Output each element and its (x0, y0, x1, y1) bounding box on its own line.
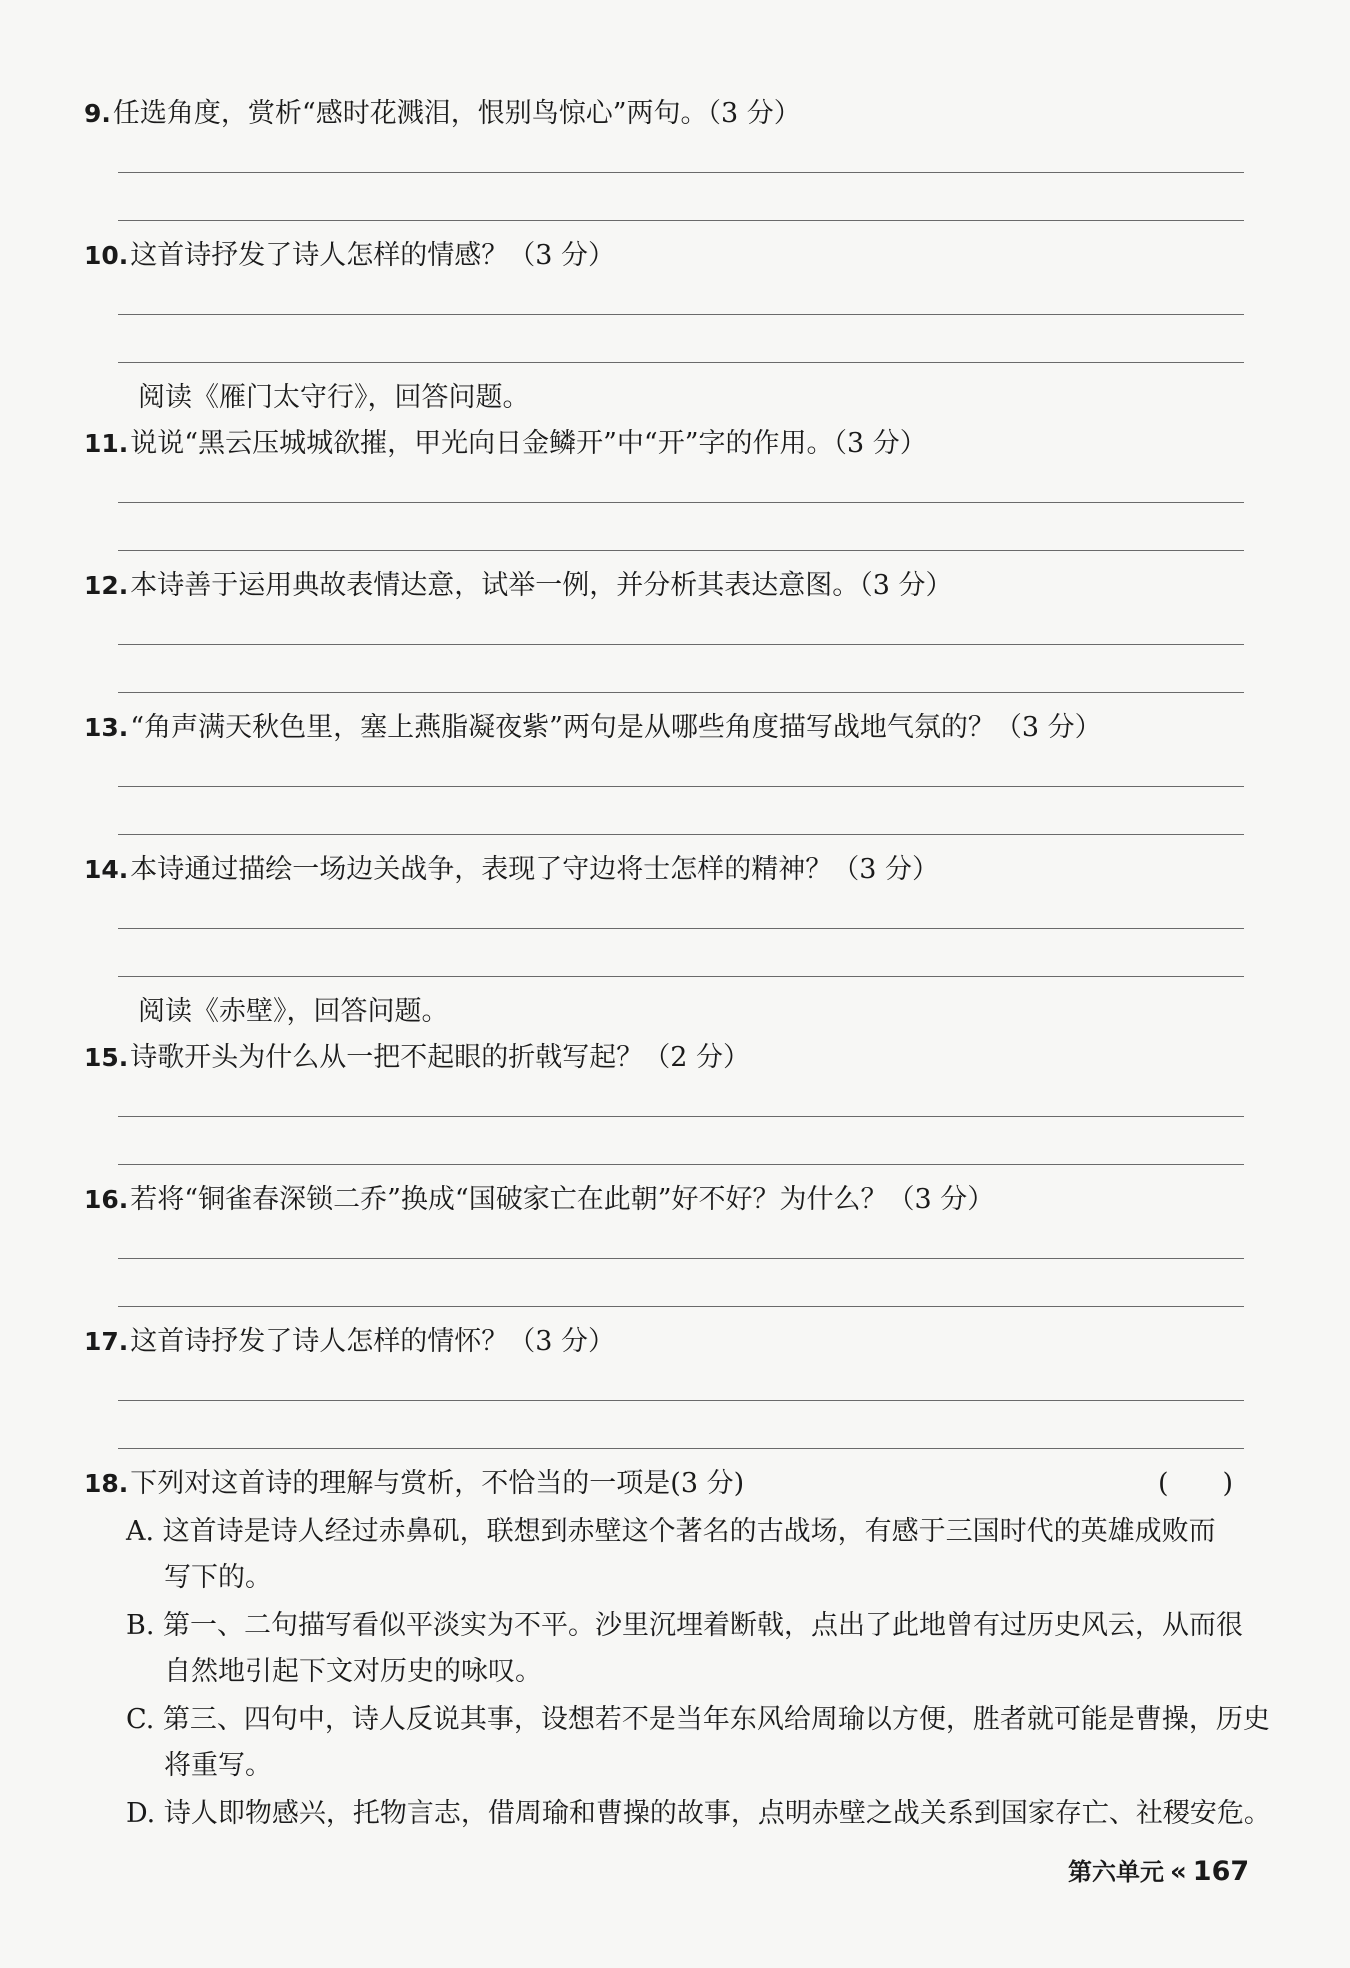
question-number: 10. (84, 241, 129, 270)
page-number: 167 (1192, 1856, 1250, 1887)
option-d: D. 诗人即物感兴，托物言志，借周瑜和曹操的故事，点明赤壁之战关系到国家存亡、社稷安危。 (126, 1798, 1271, 1829)
answer-bracket[interactable]: ( ) (1158, 1468, 1234, 1499)
page-footer (1068, 1852, 1268, 1892)
question-number: 16. (84, 1185, 129, 1214)
question-number: 17. (84, 1327, 129, 1356)
question-number: 15. (84, 1043, 129, 1072)
question-text: 本诗通过描绘一场边关战争，表现了守边将士怎样的精神？（3 分） (130, 854, 940, 885)
question-number: 13. (84, 713, 129, 742)
option-b-continued: 自然地引起下文对历史的咏叹。 (164, 1656, 542, 1687)
option-b: B. 第一、二句描写看似平淡实为不平。沙里沉埋着断戟，点出了此地曾有过历史风云，从而很 (126, 1610, 1244, 1641)
answer-line[interactable] (118, 928, 1244, 929)
question-number: 11. (84, 429, 129, 458)
answer-line[interactable] (118, 362, 1244, 363)
question-9 (84, 94, 1254, 134)
question-text: 若将“铜雀春深锁二乔”换成“国破家亡在此朝”好不好？为什么？（3 分） (130, 1184, 995, 1215)
question-text: 说说“黑云压城城欲摧，甲光向日金鳞开”中“开”字的作用。（3 分） (130, 428, 927, 459)
answer-line[interactable] (118, 1258, 1244, 1259)
answer-line[interactable] (118, 1306, 1244, 1307)
chevron-left-icon: « (1170, 1857, 1187, 1887)
question-number: 9. (84, 99, 111, 128)
question-10 (84, 236, 1254, 276)
question-14 (84, 850, 1254, 890)
answer-line[interactable] (118, 1164, 1244, 1165)
answer-line[interactable] (118, 644, 1244, 645)
answer-line[interactable] (118, 172, 1244, 173)
question-text: 下列对这首诗的理解与赏析，不恰当的一项是(3 分) (130, 1468, 745, 1499)
reading-instruction-chibi: 阅读《赤壁》，回答问题。 (138, 996, 449, 1027)
answer-line[interactable] (118, 786, 1244, 787)
option-c-continued: 将重写。 (164, 1750, 272, 1781)
answer-line[interactable] (118, 976, 1244, 977)
question-13 (84, 708, 1254, 748)
option-a: A. 这首诗是诗人经过赤鼻矶，联想到赤壁这个著名的古战场，有感于三国时代的英雄成败而 (126, 1516, 1216, 1547)
question-text: 任选角度，赏析“感时花溅泪，恨别鸟惊心”两句。（3 分） (112, 98, 801, 129)
answer-line[interactable] (118, 314, 1244, 315)
question-number: 18. (84, 1469, 129, 1498)
answer-line[interactable] (118, 502, 1244, 503)
reading-instruction-yanmen: 阅读《雁门太守行》，回答问题。 (138, 382, 530, 413)
answer-line[interactable] (118, 550, 1244, 551)
question-18 (84, 1464, 1254, 1504)
answer-line[interactable] (118, 1400, 1244, 1401)
question-16 (84, 1180, 1254, 1220)
question-17 (84, 1322, 1254, 1362)
question-number: 12. (84, 571, 129, 600)
answer-line[interactable] (118, 220, 1244, 221)
question-text: 诗歌开头为什么从一把不起眼的折戟写起？（2 分） (130, 1042, 751, 1073)
option-a-continued: 写下的。 (164, 1562, 272, 1593)
question-11 (84, 424, 1254, 464)
question-text: 这首诗抒发了诗人怎样的情感？（3 分） (130, 240, 616, 271)
answer-line[interactable] (118, 1116, 1244, 1117)
question-number: 14. (84, 855, 129, 884)
answer-line[interactable] (118, 834, 1244, 835)
question-12 (84, 566, 1254, 606)
question-text: 这首诗抒发了诗人怎样的情怀？（3 分） (130, 1326, 616, 1357)
answer-line[interactable] (118, 1448, 1244, 1449)
question-text: “角声满天秋色里，塞上燕脂凝夜紫”两句是从哪些角度描写战地气氛的？（3 分） (130, 712, 1102, 743)
option-c: C. 第三、四句中，诗人反说其事，设想若不是当年东风给周瑜以方便，胜者就可能是曹操，历史 (126, 1704, 1270, 1735)
unit-label: 第六单元 (1068, 1858, 1164, 1886)
question-text: 本诗善于运用典故表情达意，试举一例，并分析其表达意图。（3 分） (130, 570, 953, 601)
answer-line[interactable] (118, 692, 1244, 693)
question-15 (84, 1038, 1254, 1078)
